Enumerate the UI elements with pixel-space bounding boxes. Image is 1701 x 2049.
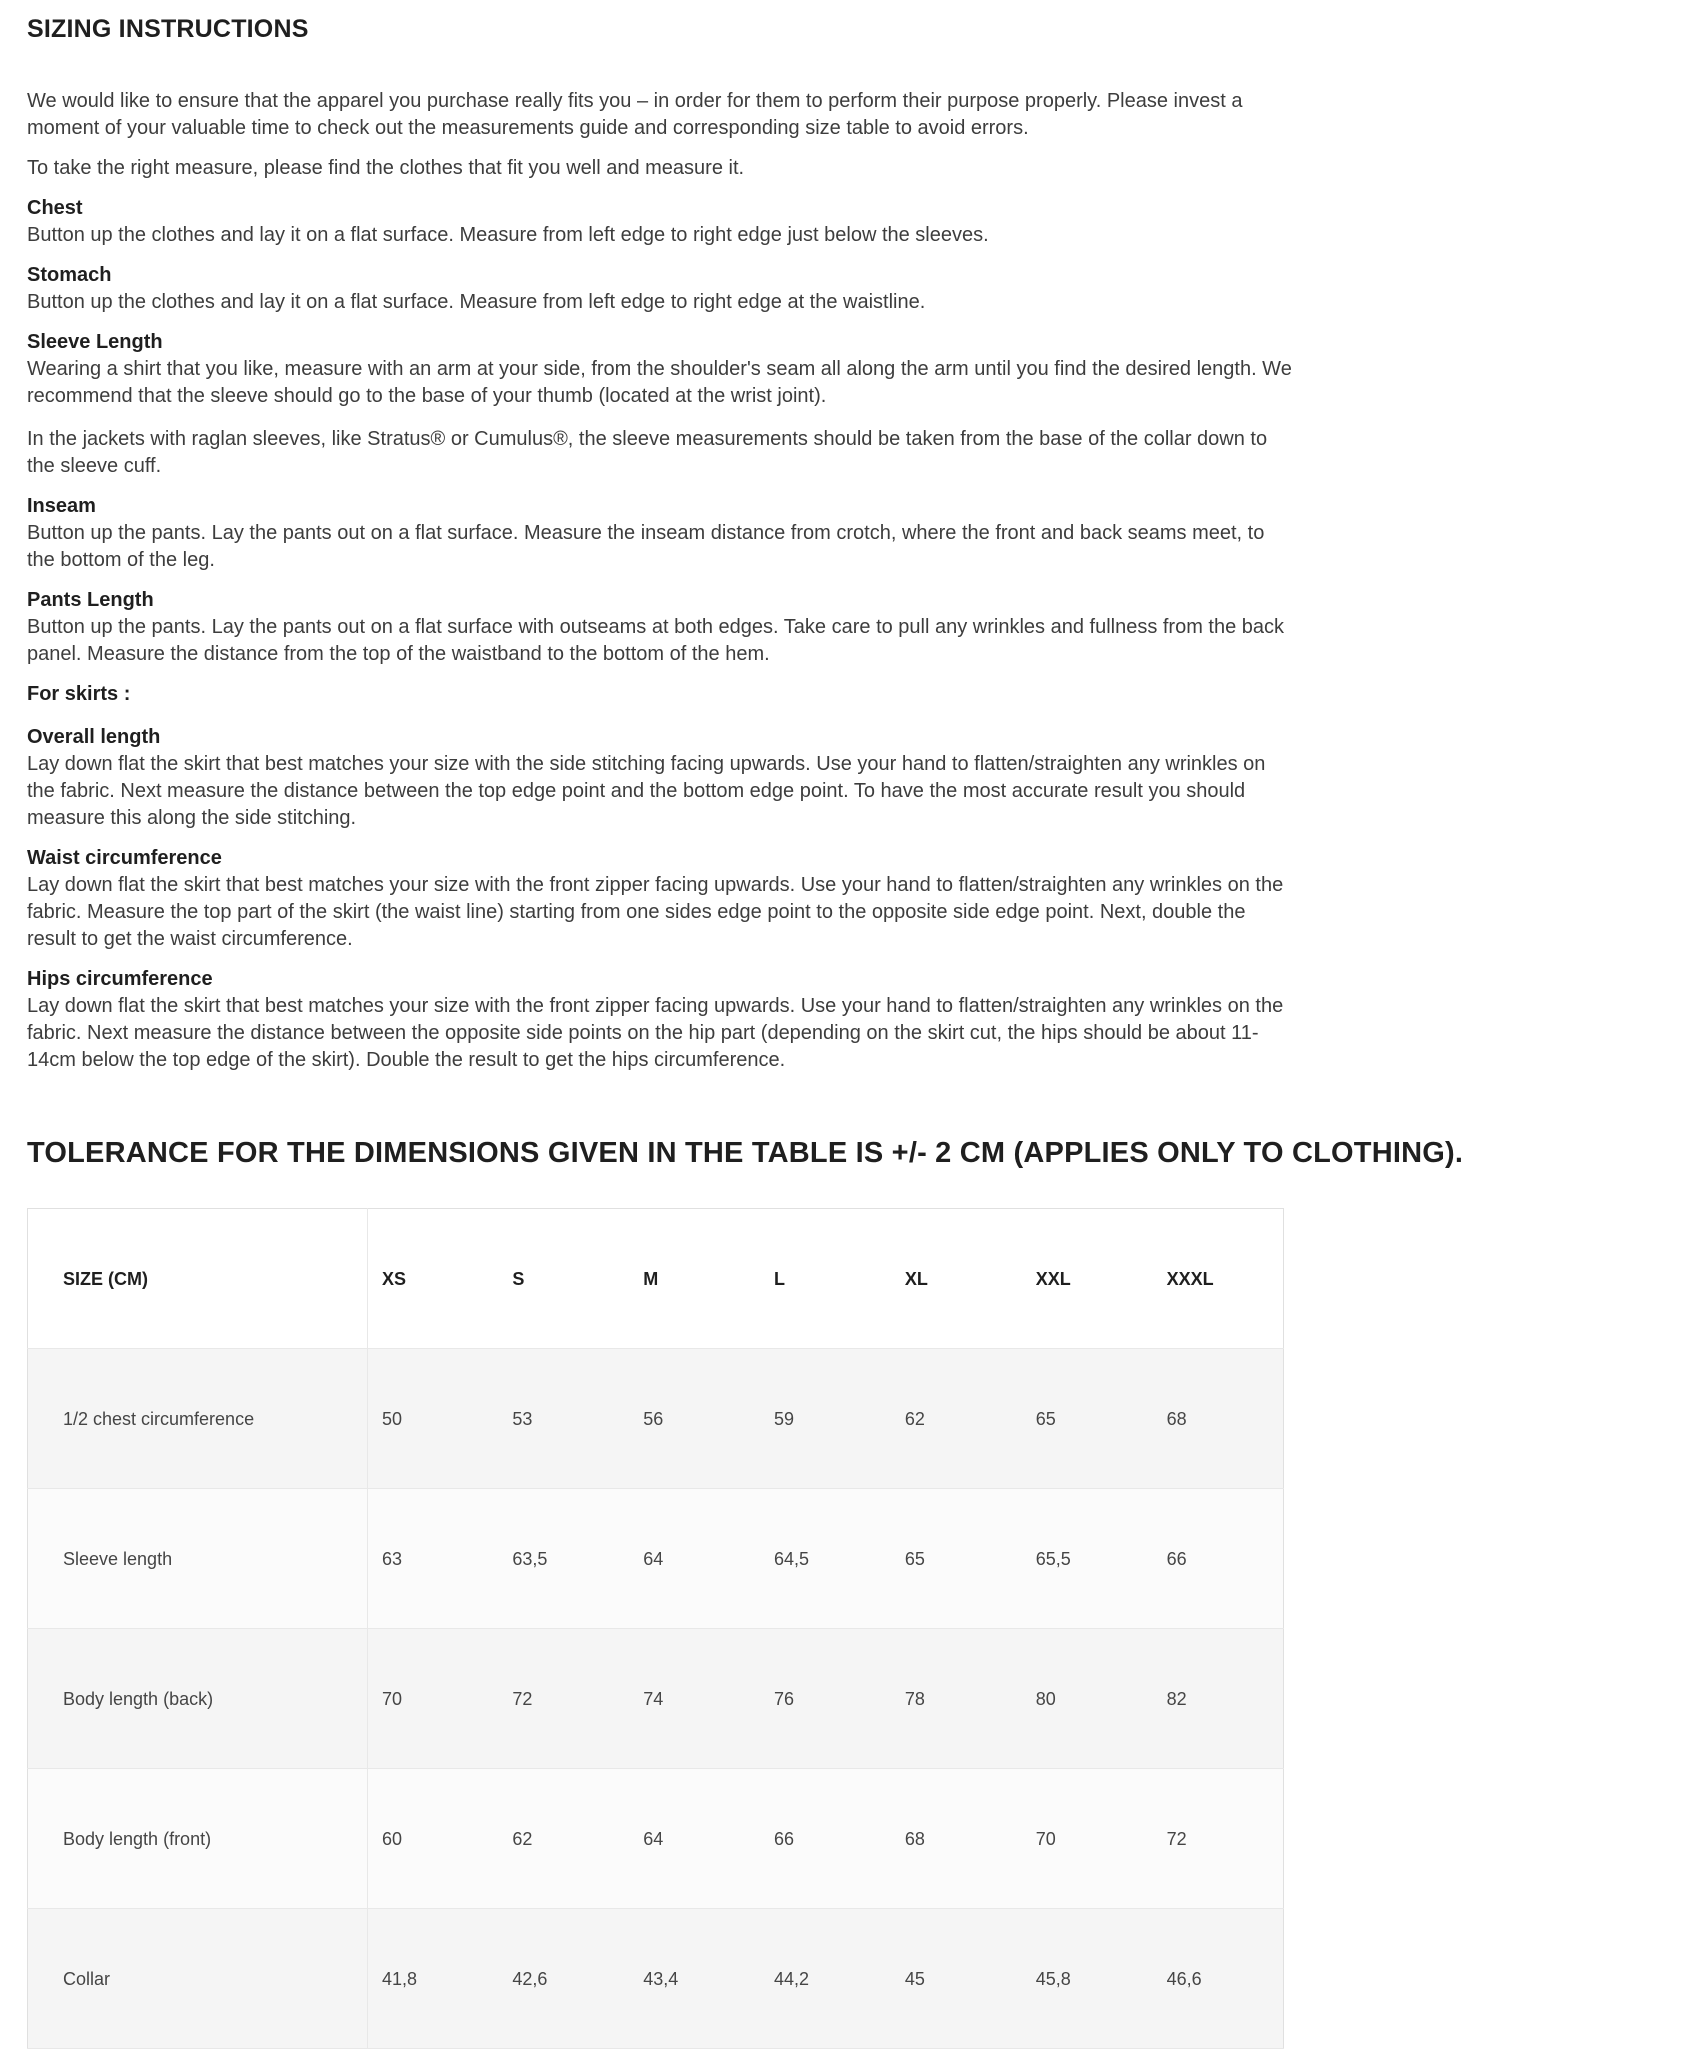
table-cell: 45 [891,1909,1022,2049]
section-sleeve-length-body: Wearing a shirt that you like, measure with an arm at your side, from the shoulder's seam all along the arm until you find the desired length. We recommend that the sleeve should go to the base of your thumb (located at the wrist joint). [27,358,1292,407]
column-header-size-cm: SIZE (CM) [28,1209,368,1349]
size-table-header-row [28,1209,1284,1349]
intro-paragraph-1: We would like to ensure that the apparel you purchase really fits you – in order for them to perform their purpose properly. Please invest a moment of your valuable time to check out the measurements guide and corresponding size table to avoid errors. [27,90,1243,139]
table-cell: 63 [368,1489,499,1629]
table-cell: 43,4 [629,1909,760,2049]
table-cell: 42,6 [498,1909,629,2049]
table-cell: 65 [1022,1349,1153,1489]
table-cell: 78 [891,1629,1022,1769]
table-cell: 74 [629,1629,760,1769]
table-cell: 56 [629,1349,760,1489]
section-stomach-body: Button up the clothes and lay it on a flat surface. Measure from left edge to right edge at the waistline. [27,291,926,313]
raglan-sleeves-note: In the jackets with raglan sleeves, like Stratus® or Cumulus®, the sleeve measurements should be taken from the base of the collar down to the sleeve cuff. [27,428,1268,477]
section-stomach-heading: Stomach [27,264,112,286]
row-label: Body length (back) [28,1629,368,1769]
table-cell: 59 [760,1349,891,1489]
table-cell: 44,2 [760,1909,891,2049]
instructions-text-column [27,88,1295,1074]
for-skirts-heading: For skirts : [27,683,131,705]
section-pants-length [27,587,1295,668]
table-cell: 64 [629,1769,760,1909]
table-cell: 64 [629,1489,760,1629]
table-cell: 62 [891,1349,1022,1489]
section-stomach [27,262,1295,316]
row-label: Body length (front) [28,1769,368,1909]
column-header-xxxl: XXXL [1153,1209,1284,1349]
section-chest-body: Button up the clothes and lay it on a flat surface. Measure from left edge to right edge just below the sleeves. [27,224,989,246]
section-waist-circumference-heading: Waist circumference [27,847,222,869]
table-cell: 72 [498,1629,629,1769]
row-label: Sleeve length [28,1489,368,1629]
column-header-xs: XS [368,1209,499,1349]
size-table [27,1208,1284,2049]
table-cell: 70 [368,1629,499,1769]
column-header-m: M [629,1209,760,1349]
section-inseam [27,493,1295,574]
table-cell: 45,8 [1022,1909,1153,2049]
section-overall-length [27,724,1295,832]
table-row-collar [28,1909,1284,2049]
column-header-s: S [498,1209,629,1349]
table-cell: 50 [368,1349,499,1489]
section-hips-circumference-heading: Hips circumference [27,968,213,990]
table-cell: 80 [1022,1629,1153,1769]
section-inseam-heading: Inseam [27,495,96,517]
table-cell: 62 [498,1769,629,1909]
section-sleeve-length-heading: Sleeve Length [27,331,163,353]
table-cell: 76 [760,1629,891,1769]
tolerance-heading: TOLERANCE FOR THE DIMENSIONS GIVEN IN THE TABLE IS +/- 2 CM (APPLIES ONLY TO CLOTHING). [27,1137,1464,1169]
intro-paragraph-2: To take the right measure, please find the clothes that fit you well and measure it. [27,157,745,179]
section-inseam-body: Button up the pants. Lay the pants out on a flat surface. Measure the inseam distance from crotch, where the front and back seams meet, to the bottom of the leg. [27,522,1265,571]
section-overall-length-body: Lay down flat the skirt that best matches your size with the side stitching facing upwards. Use your hand to flatten/straighten any wrinkles on the fabric. Next measure the distance between the top edge point and the bottom edge point. To have the most accurate result you should measure this along the side stitching. [27,753,1266,829]
table-cell: 70 [1022,1769,1153,1909]
table-cell: 65 [891,1489,1022,1629]
table-row-chest-circumference [28,1349,1284,1489]
row-label: 1/2 chest circumference [28,1349,368,1489]
table-cell: 60 [368,1769,499,1909]
table-row-body-length-back [28,1629,1284,1769]
table-cell: 66 [1153,1489,1284,1629]
table-cell: 64,5 [760,1489,891,1629]
column-header-xl: XL [891,1209,1022,1349]
column-header-l: L [760,1209,891,1349]
row-label: Collar [28,1909,368,2049]
table-cell: 63,5 [498,1489,629,1629]
table-cell: 46,6 [1153,1909,1284,2049]
section-chest [27,195,1295,249]
section-pants-length-heading: Pants Length [27,589,154,611]
table-cell: 41,8 [368,1909,499,2049]
table-cell: 72 [1153,1769,1284,1909]
section-waist-circumference-body: Lay down flat the skirt that best matches your size with the front zipper facing upwards. Use your hand to flatten/straighten any wrinkles on the fabric. Measure the top part of the skirt (the waist line) starting from one sides edge point to the opposite side edge point. Next, double the result to get the waist circumference. [27,874,1284,950]
page-title: SIZING INSTRUCTIONS [27,15,309,43]
section-chest-heading: Chest [27,197,83,219]
table-cell: 53 [498,1349,629,1489]
section-pants-length-body: Button up the pants. Lay the pants out on a flat surface with outseams at both edges. Take care to pull any wrinkles and fullness from the back panel. Measure the distance from the top of the waistband to the bottom of the hem. [27,616,1285,665]
table-row-sleeve-length [28,1489,1284,1629]
section-hips-circumference-body: Lay down flat the skirt that best matches your size with the front zipper facing upwards. Use your hand to flatten/straighten any wrinkles on the fabric. Next measure the distance between the opposite side points on the hip part (depending on the skirt cut, the hips should be about 11-14cm below the top edge of the skirt). Double the result to get the hips circumference. [27,995,1284,1071]
section-hips-circumference [27,966,1295,1074]
table-cell: 66 [760,1769,891,1909]
table-cell: 68 [891,1769,1022,1909]
table-row-body-length-front [28,1769,1284,1909]
table-cell: 68 [1153,1349,1284,1489]
table-cell: 65,5 [1022,1489,1153,1629]
section-waist-circumference [27,845,1295,953]
section-sleeve-length [27,329,1295,410]
section-overall-length-heading: Overall length [27,726,161,748]
table-cell: 82 [1153,1629,1284,1769]
column-header-xxl: XXL [1022,1209,1153,1349]
